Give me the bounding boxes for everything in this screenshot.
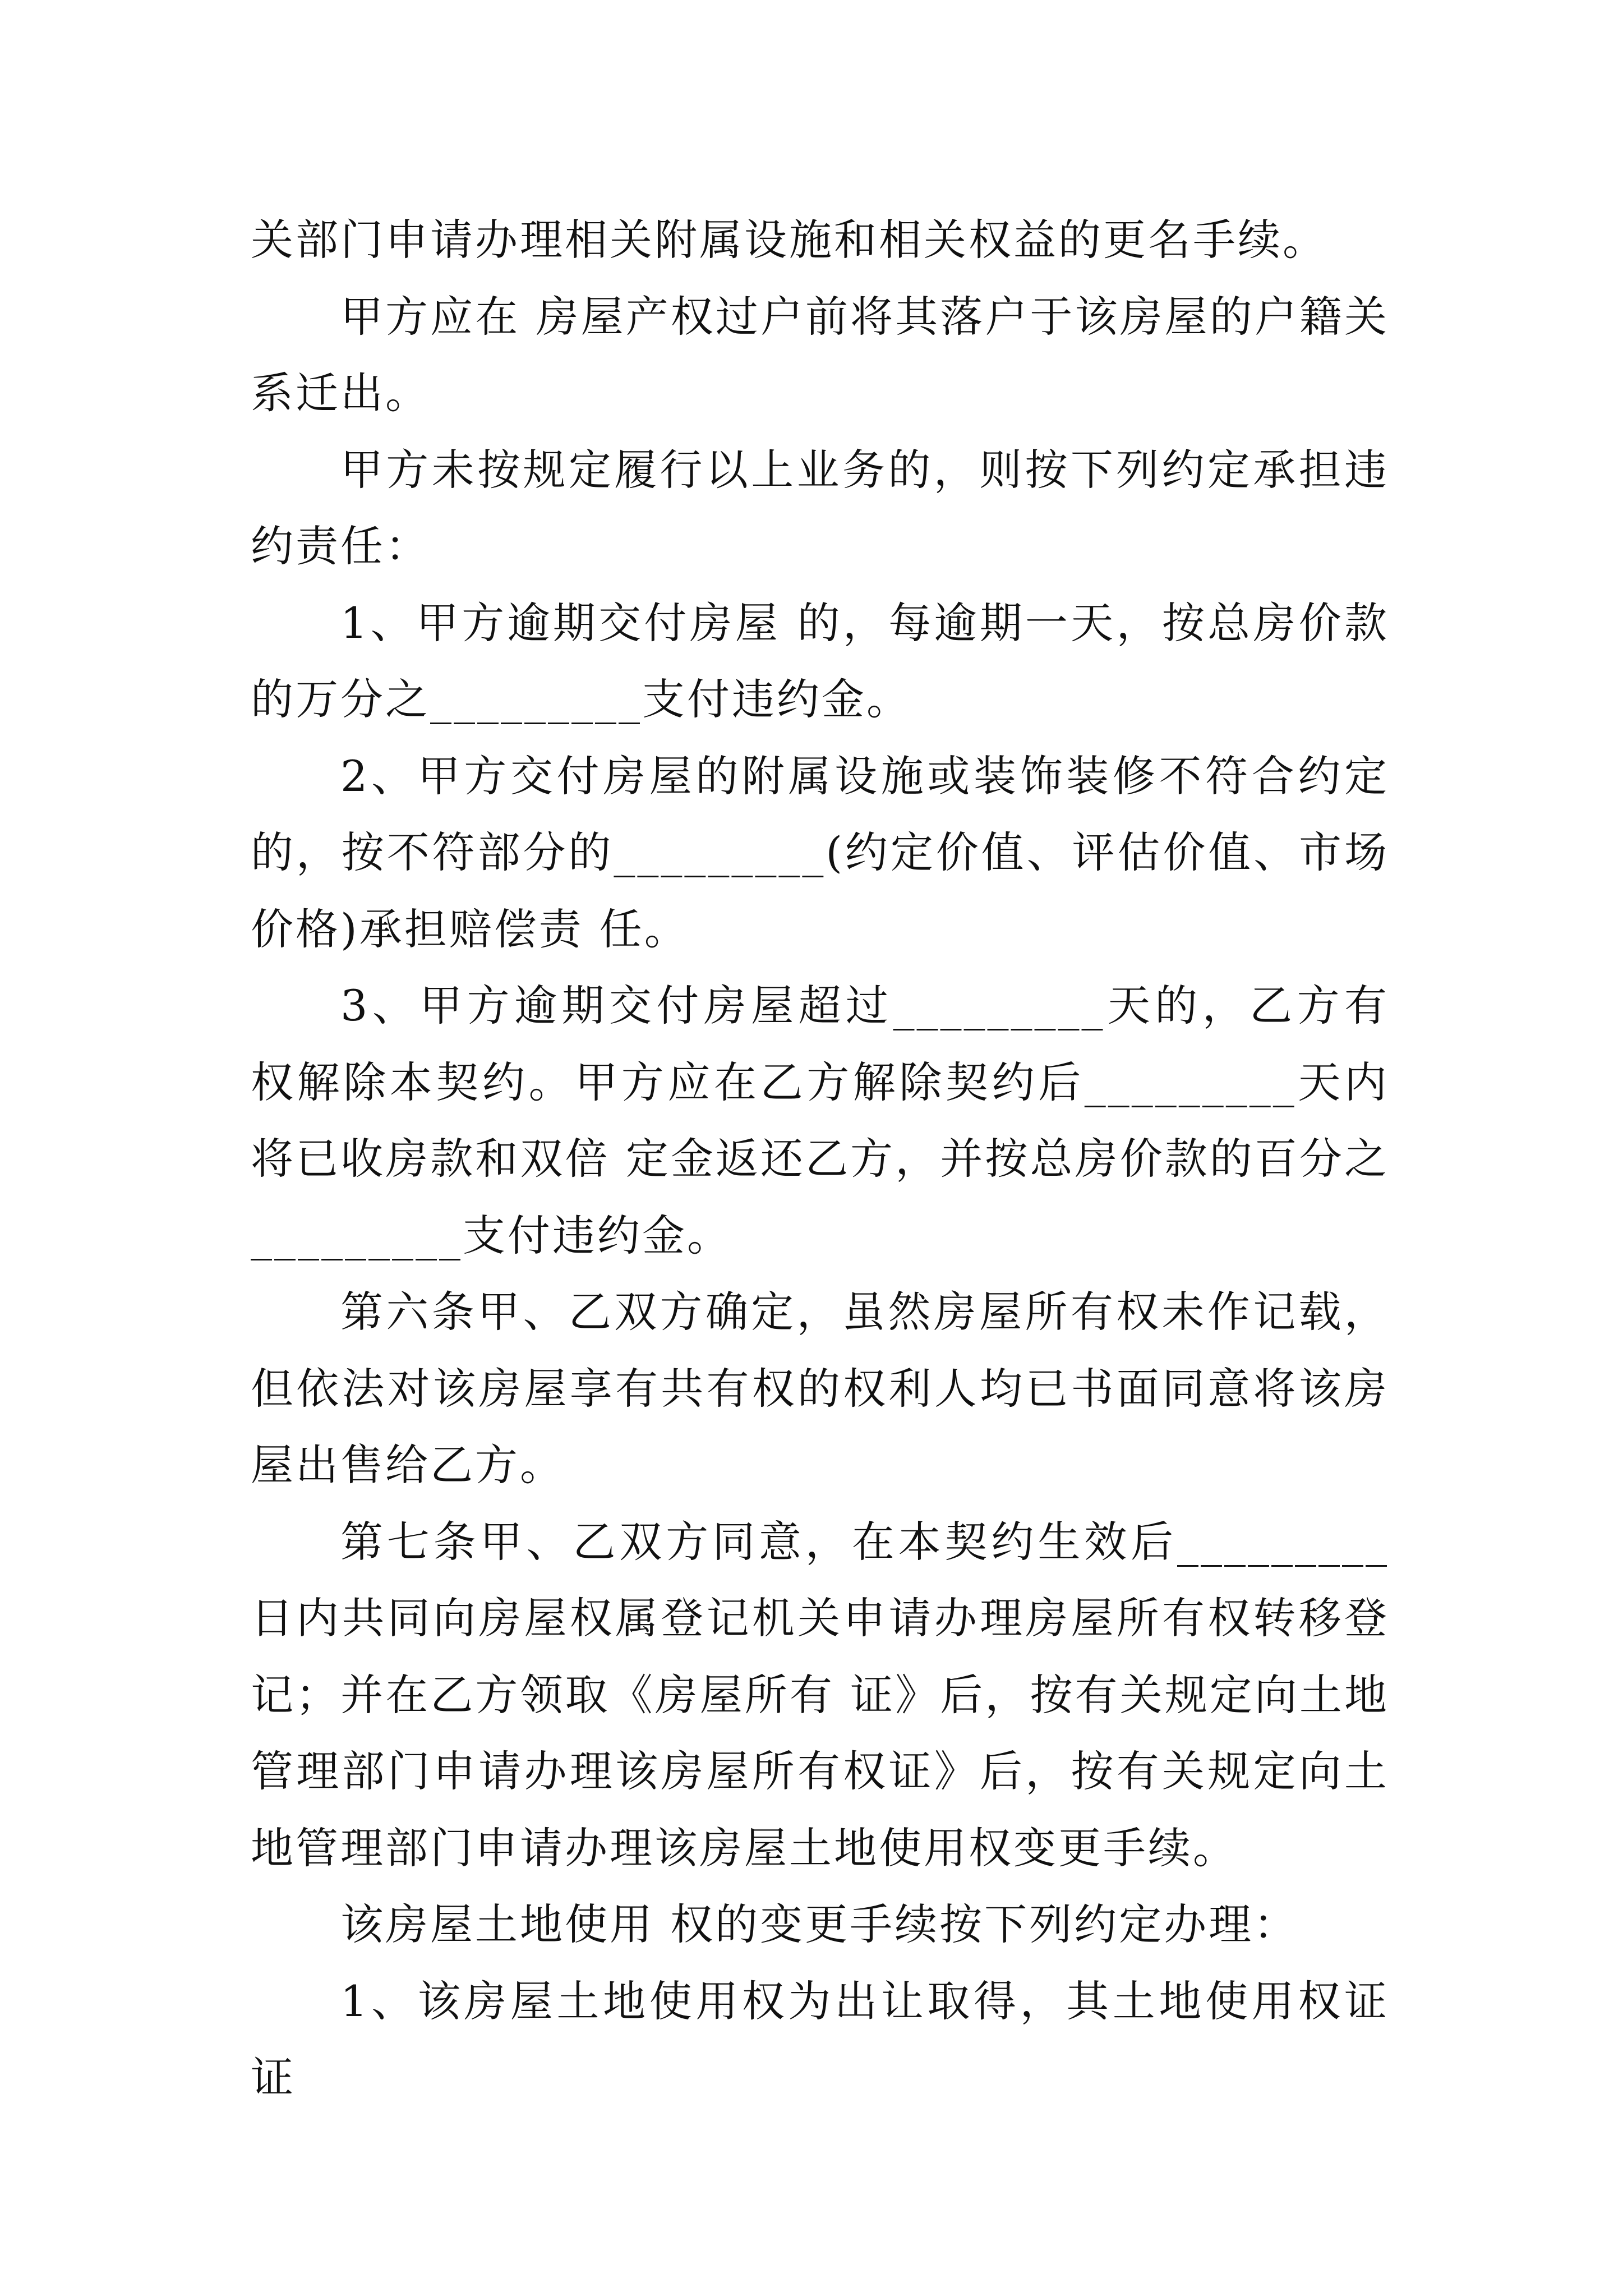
paragraph-liability-intro: 甲方未按规定履行以上业务的，则按下列约定承担违约责任： [251,444,1389,571]
paragraph-item-2-facilities: 2、甲方交付房屋的附属设施或装饰装修不符合约定的，按不符部分的_________(约定价值、评估价值、市场价格)承担赔偿责 任。 [251,751,1389,954]
paragraph-item-3-termination: 3、甲方逾期交付房屋超过_________天的，乙方有权解除本契约。甲方应在乙方解除契约后_________天内将已收房款和双倍 定金返还乙方，并按总房价款的百分之_________支付违约金。 [251,981,1389,1260]
document-body [251,202,1389,2116]
paragraph-article-6: 第六条甲、乙双方确定，虽然房屋所有权未作记载，但依法对该房屋享有共有权的权利人均已书面同意将该房屋出售给乙方。 [251,1287,1389,1490]
paragraph-continuation: 关部门申请办理相关附属设施和相关权益的更名手续。 [251,215,1327,265]
paragraph-land-use-item-1: 1、该房屋土地使用权为出让取得，其土地使用权证证 [251,1976,1389,2102]
paragraph-land-use-procedure: 该房屋土地使用 权的变更手续按下列约定办理： [340,1899,1299,1949]
paragraph-item-1-late-delivery: 1、甲方逾期交付房屋 的，每逾期一天，按总房价款的万分之_________支付违约金。 [251,597,1389,724]
paragraph-article-7: 第七条甲、乙双方同意，在本契约生效后_________日内共同向房屋权属登记机关申请办理房屋所有权转移登记；并在乙方领取《房屋所有 证》后，按有关规定向土地管理部门申请办理该房屋所有权证》后，按有关规定向土地管理部门申请办理该房屋土地使用权变更手续。 [251,1516,1389,1873]
paragraph-household-registration: 甲方应在 房屋产权过户前将其落户于该房屋的户籍关系迁出。 [251,291,1389,418]
